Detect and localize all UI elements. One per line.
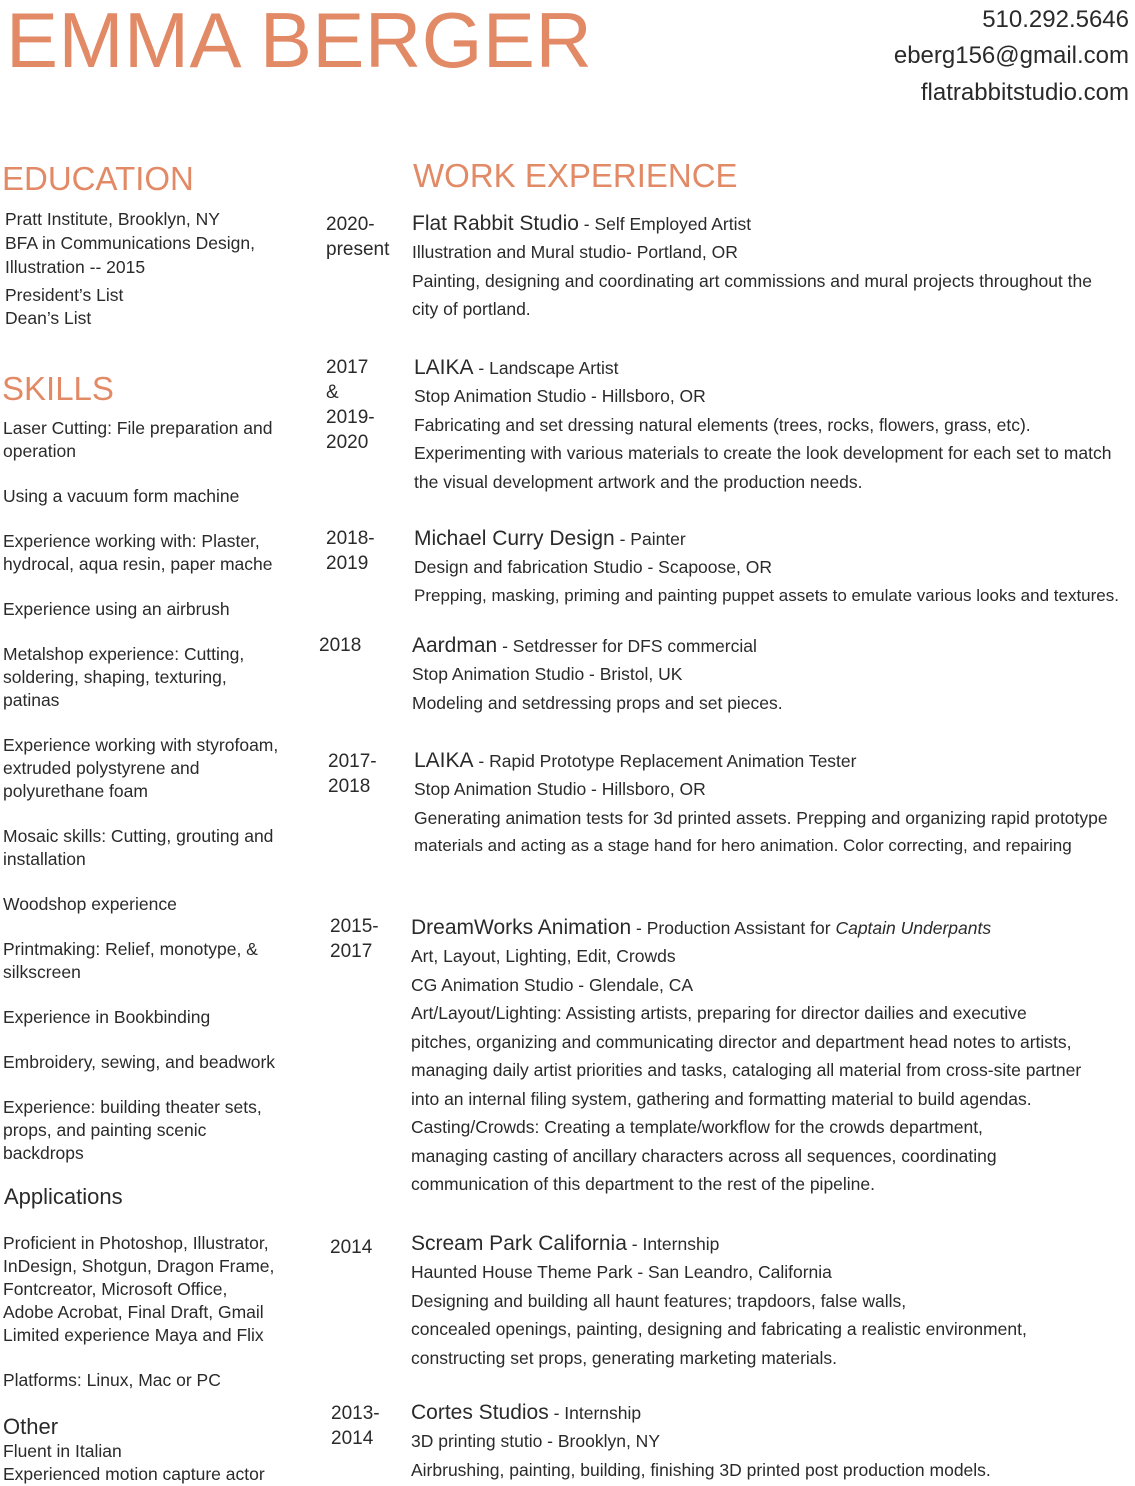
skill-line: silkscreen xyxy=(3,962,81,982)
job-line: into an internal filing system, gathering and formatting material to build agendas. xyxy=(411,1088,1032,1109)
job-years xyxy=(330,1235,372,1260)
job-role: - Production Assistant for xyxy=(631,918,836,938)
applications-line: InDesign, Shotgun, Dragon Frame, xyxy=(3,1256,275,1276)
job-heading xyxy=(412,632,1132,660)
skill-line: Woodshop experience xyxy=(3,894,177,914)
education-line: Dean’s List xyxy=(5,308,92,328)
job-line: managing casting of ancillary characters across all sequences, coordinating xyxy=(411,1145,997,1166)
job-company: DreamWorks Animation xyxy=(411,916,632,939)
job-line: the visual development artwork and the production needs. xyxy=(414,471,863,492)
applications-line: Proficient in Photoshop, Illustrator, xyxy=(3,1233,269,1253)
job-years xyxy=(319,633,361,658)
applications-line: Limited experience Maya and Flix xyxy=(3,1325,264,1345)
job-line: Airbrushing, painting, building, finishing 3D printed post production models. xyxy=(411,1459,991,1480)
job-line: communication of this department to the rest of the pipeline. xyxy=(411,1174,876,1194)
job-line: concealed openings, painting, designing and fabricating a realistic environment, xyxy=(411,1319,1027,1339)
job-line: Stop Animation Studio - Hillsboro, OR xyxy=(414,779,706,799)
applications-line: Adobe Acrobat, Final Draft, Gmail xyxy=(3,1302,264,1322)
job-heading xyxy=(411,1399,1131,1427)
job-role: - Setdresser for DFS commercial xyxy=(497,636,757,656)
job-company: Aardman xyxy=(412,634,498,657)
education-line: Illustration -- 2015 xyxy=(5,257,146,277)
skill-line: Experience using an airbrush xyxy=(3,599,230,619)
job-entry xyxy=(411,1399,1131,1484)
skill-line: Embroidery, sewing, and beadwork xyxy=(3,1052,276,1072)
job-line: Designing and building all haunt features; trapdoors, false walls, xyxy=(411,1290,907,1311)
skill-line: extruded polystyrene and xyxy=(3,758,200,778)
skill-item xyxy=(3,1051,278,1074)
skill-line: Laser Cutting: File preparation and xyxy=(3,418,273,438)
contact-website: flatrabbitstudio.com xyxy=(920,79,1129,106)
skill-item xyxy=(3,938,278,984)
job-role: - Self Employed Artist xyxy=(578,214,752,234)
skill-item xyxy=(3,417,278,463)
job-line: Generating animation tests for 3d printed assets. Prepping and organizing rapid prototype xyxy=(414,807,1108,828)
job-line: city of portland. xyxy=(412,299,531,319)
year-line: 2018 xyxy=(319,635,362,656)
skill-line: installation xyxy=(3,849,86,869)
job-line: constructing set props, generating marketing materials. xyxy=(411,1347,838,1368)
education-line: President’s List xyxy=(5,285,124,305)
year-line: 2014 xyxy=(331,1428,374,1449)
job-line: Modeling and setdressing props and set pieces. xyxy=(412,692,783,713)
job-heading xyxy=(414,354,1134,382)
skill-item xyxy=(3,734,278,803)
year-line: 2018 xyxy=(328,776,371,797)
skill-line: Experience in Bookbinding xyxy=(3,1007,211,1027)
skill-item xyxy=(3,1096,278,1165)
job-entry xyxy=(411,1230,1131,1372)
job-company: Flat Rabbit Studio xyxy=(412,212,579,235)
job-line: pitches, organizing and communicating director and department head notes to artists, xyxy=(411,1031,1072,1052)
other-line: Fluent in Italian xyxy=(3,1441,122,1461)
job-entry xyxy=(412,210,1132,324)
skills-heading: SKILLS xyxy=(2,370,114,407)
other-line: Experienced motion capture actor xyxy=(3,1464,265,1484)
year-line: 2013- xyxy=(331,1403,380,1424)
year-line: & xyxy=(326,382,339,403)
skill-item xyxy=(3,643,278,712)
job-role: - Rapid Prototype Replacement Animation Tester xyxy=(473,751,857,771)
job-line: Haunted House Theme Park - San Leandro, California xyxy=(411,1262,832,1282)
contact-email: eberg156@gmail.com xyxy=(893,42,1129,69)
job-company: Cortes Studios xyxy=(411,1401,549,1424)
applications-heading: Applications xyxy=(4,1184,123,1209)
skill-line: hydrocal, aqua resin, paper mache xyxy=(3,554,273,574)
year-line: 2017 xyxy=(326,357,369,378)
job-entry xyxy=(414,525,1134,610)
skill-line: Metalshop experience: Cutting, xyxy=(3,644,245,664)
job-line: Fabricating and set dressing natural elements (trees, rocks, flowers, grass, etc). xyxy=(414,414,1031,435)
year-line: 2019 xyxy=(326,553,369,574)
job-heading xyxy=(414,747,1134,775)
skill-item xyxy=(3,825,278,871)
skill-line: operation xyxy=(3,441,76,461)
job-line: CG Animation Studio - Glendale, CA xyxy=(411,974,694,995)
job-line: 3D printing stutio - Brooklyn, NY xyxy=(411,1431,660,1451)
job-entry xyxy=(412,632,1132,717)
job-years xyxy=(326,526,375,576)
job-line: Stop Animation Studio - Hillsboro, OR xyxy=(414,386,706,406)
job-heading xyxy=(412,210,1132,238)
applications-block xyxy=(3,1232,274,1392)
job-role: - Painter xyxy=(614,529,686,549)
job-years xyxy=(326,355,375,455)
job-production-title: Captain Underpants xyxy=(835,918,992,938)
skill-line: Using a vacuum form machine xyxy=(3,486,240,506)
skill-line: Experience working with styrofoam, xyxy=(3,735,279,755)
job-line: Painting, designing and coordinating art commissions and mural projects throughout the xyxy=(412,270,1092,291)
job-role: - Landscape Artist xyxy=(473,358,619,378)
job-company: Scream Park California xyxy=(411,1232,627,1255)
job-company: Michael Curry Design xyxy=(414,527,615,550)
job-heading xyxy=(411,1230,1131,1258)
job-entry xyxy=(414,747,1134,861)
job-heading xyxy=(411,914,1131,942)
skill-item xyxy=(3,530,278,576)
education-block xyxy=(5,208,255,330)
job-years xyxy=(328,749,377,799)
job-company: LAIKA xyxy=(414,749,474,772)
skill-item xyxy=(3,893,278,916)
job-line: Prepping, masking, priming and painting puppet assets to emulate various looks and textures. xyxy=(414,585,1119,605)
job-years xyxy=(326,212,389,262)
year-line: 2017- xyxy=(328,751,377,772)
job-line: Art/Layout/Lighting: Assisting artists, preparing for director dailies and executive xyxy=(411,1003,1027,1023)
year-line: 2018- xyxy=(326,528,375,549)
skill-line: Printmaking: Relief, monotype, & xyxy=(3,939,258,959)
year-line: 2020 xyxy=(326,432,369,453)
job-line: Experimenting with various materials to create the look development for each set to match xyxy=(414,443,1112,463)
other-block xyxy=(3,1440,265,1486)
job-entry xyxy=(411,914,1131,1199)
year-line: 2019- xyxy=(326,407,375,428)
skill-item xyxy=(3,1006,278,1029)
skill-line: soldering, shaping, texturing, xyxy=(3,667,227,687)
job-years xyxy=(330,914,379,964)
skill-item xyxy=(3,485,278,508)
job-line: Stop Animation Studio - Bristol, UK xyxy=(412,664,683,684)
job-line: Art, Layout, Lighting, Edit, Crowds xyxy=(411,946,676,966)
education-line: Pratt Institute, Brooklyn, NY xyxy=(5,209,220,229)
job-role: - Internship xyxy=(548,1403,642,1423)
skill-line: props, and painting scenic xyxy=(3,1120,207,1140)
skill-line: polyurethane foam xyxy=(3,781,148,801)
education-heading: EDUCATION xyxy=(2,160,194,197)
other-heading: Other xyxy=(3,1414,59,1439)
job-line: materials and acting as a stage hand for hero animation. Color correcting, and repairing xyxy=(414,836,1072,855)
year-line: 2017 xyxy=(330,941,373,962)
year-line: 2014 xyxy=(330,1237,373,1258)
year-line: 2020- xyxy=(326,214,375,235)
job-role: - Internship xyxy=(626,1234,720,1254)
applications-line: Fontcreator, Microsoft Office, xyxy=(3,1279,228,1299)
year-line: 2015- xyxy=(330,916,379,937)
skill-line: backdrops xyxy=(3,1143,84,1163)
skill-line: patinas xyxy=(3,690,60,710)
skill-line: Experience: building theater sets, xyxy=(3,1097,262,1117)
job-line: Casting/Crowds: Creating a template/workflow for the crowds department, xyxy=(411,1117,983,1137)
skill-line: Experience working with: Plaster, xyxy=(3,531,260,551)
resume-name: EMMA BERGER xyxy=(6,0,593,84)
job-heading xyxy=(414,525,1134,553)
job-line: managing daily artist priorities and tasks, cataloging all material from cross-site partner xyxy=(411,1060,1082,1080)
year-line: present xyxy=(326,239,390,260)
education-line: BFA in Communications Design, xyxy=(5,233,255,253)
skill-line: Mosaic skills: Cutting, grouting and xyxy=(3,826,274,846)
job-entry xyxy=(414,354,1134,496)
job-years xyxy=(331,1401,380,1451)
contact-phone: 510.292.5646 xyxy=(982,6,1129,33)
skill-item xyxy=(3,598,278,621)
job-line: Design and fabrication Studio - Scapoose, OR xyxy=(414,557,772,577)
work-heading: WORK EXPERIENCE xyxy=(413,157,738,194)
platforms-line: Platforms: Linux, Mac or PC xyxy=(3,1370,221,1390)
job-line: Illustration and Mural studio- Portland, OR xyxy=(412,242,738,262)
job-company: LAIKA xyxy=(414,356,474,379)
skills-list xyxy=(3,417,278,1165)
